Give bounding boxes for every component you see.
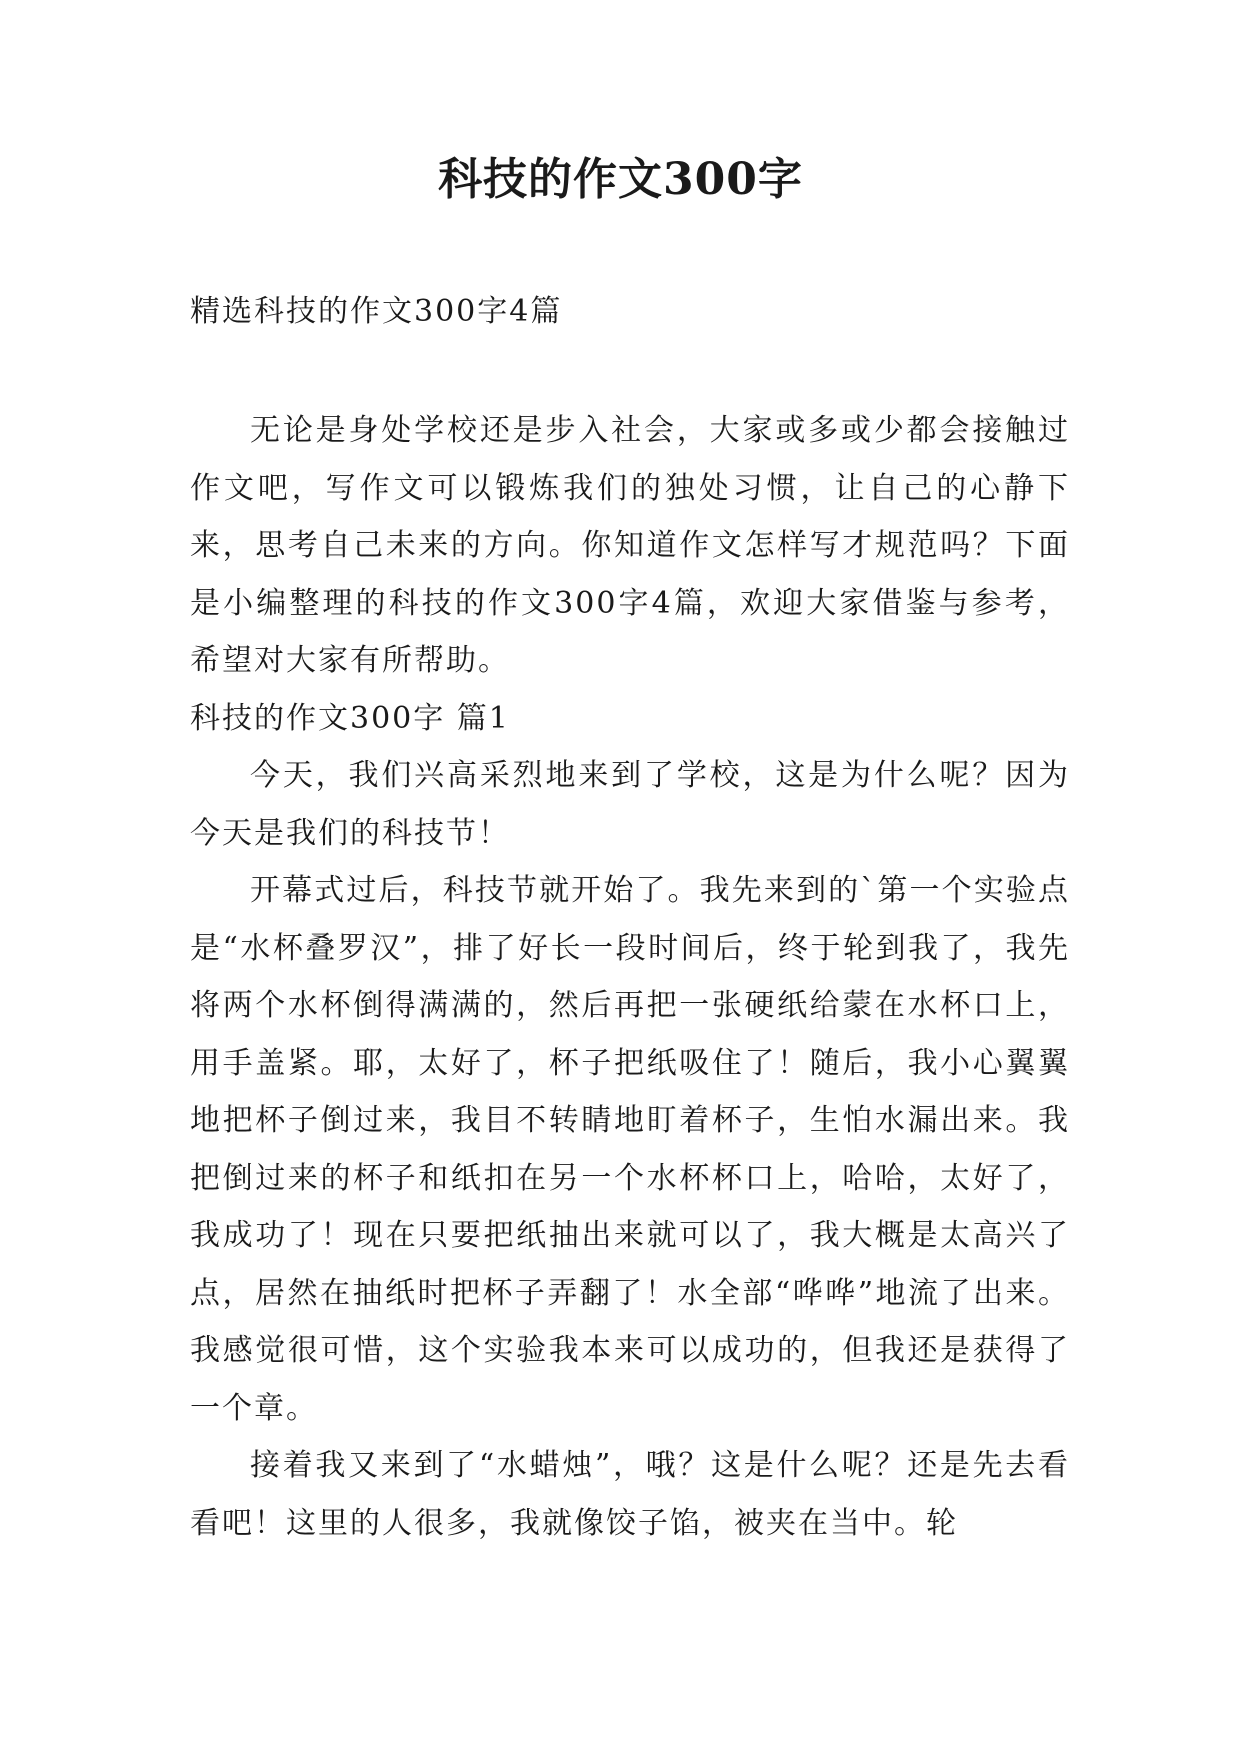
document-title: 科技的作文300字 bbox=[438, 154, 803, 205]
section-heading: 科技的作文300字 篇1 bbox=[190, 700, 510, 736]
intro-paragraph: 无论是身处学校还是步入社会，大家或多或少都会接触过作文吧，写作文可以锻炼我们的独处习惯，让自己的心静下来，思考自己未来的方向。你知道作文怎样写才规范吗？下面是小编整理的科技的作文300字4篇，欢迎大家借鉴与参考，希望对大家有所帮助。 bbox=[190, 413, 1070, 678]
body-paragraph: 接着我又来到了“水蜡烛”，哦？这是什么呢？还是先去看看吧！这里的人很多，我就像饺子馅，被夹在当中。轮 bbox=[190, 1448, 1070, 1541]
body-paragraph: 今天，我们兴高采烈地来到了学校，这是为什么呢？因为今天是我们的科技节！ bbox=[190, 758, 1070, 851]
document-subtitle: 精选科技的作文300字4篇 bbox=[190, 294, 563, 329]
body-paragraph: 开幕式过后，科技节就开始了。我先来到的`第一个实验点是“水杯叠罗汉”，排了好长一段时间后，终于轮到我了，我先将两个水杯倒得满满的，然后再把一张硬纸给蒙在水杯口上，用手盖紧。耶，太好了，杯子把纸吸住了！随后，我小心翼翼地把杯子倒过来，我目不转睛地盯着杯子，生怕水漏出来。我把倒过来的杯子和纸扣在另一个水杯杯口上，哈哈，太好了，我成功了！现在只要把纸抽出来就可以了，我大概是太高兴了点，居然在抽纸时把杯子弄翻了！水全部“哗哗”地流了出来。我感觉很可惜，这个实验我本来可以成功的，但我还是获得了一个章。 bbox=[190, 873, 1070, 1426]
document-body bbox=[190, 402, 1070, 1552]
